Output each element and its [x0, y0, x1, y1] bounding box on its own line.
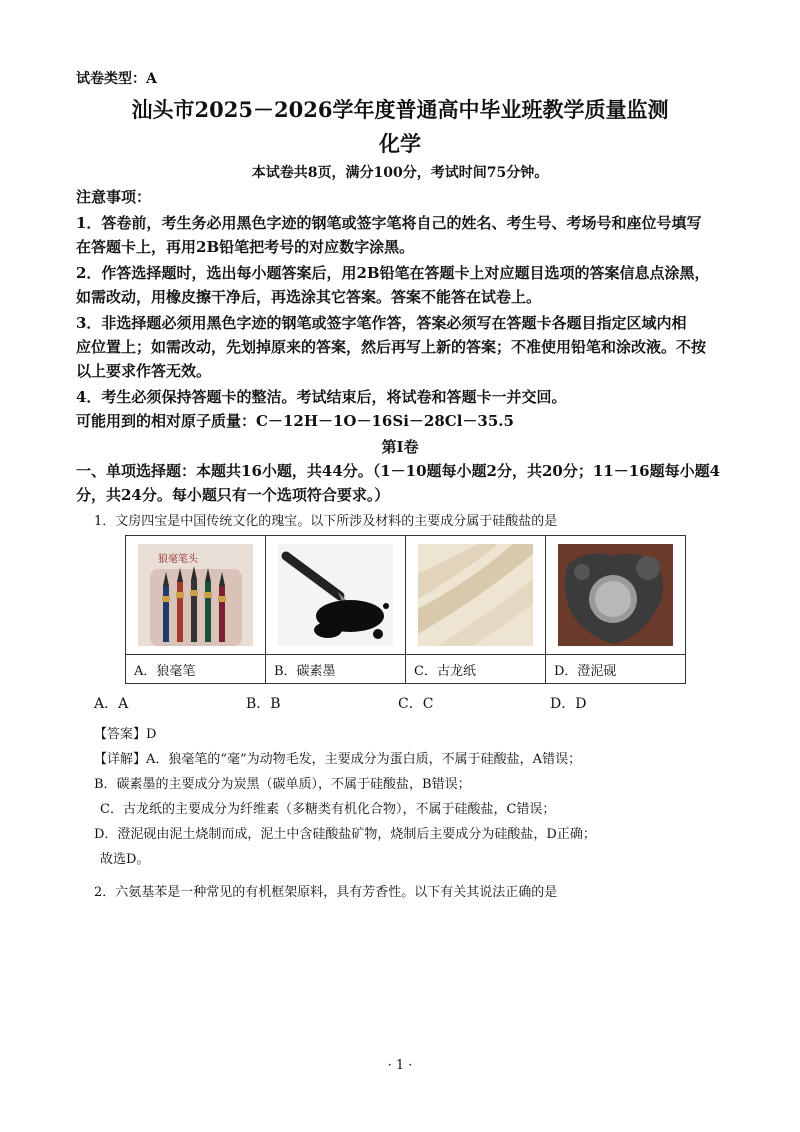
q2-stem: 2．六氨基苯是一种常见的有机框架原料，具有芳香性。以下有关其说法正确的是: [94, 885, 558, 900]
q1-image-cell-b: [266, 536, 406, 655]
section-1-line-1: 一、单项选择题：本题共16小题，共44分。（1－10题每小题2分，共20分；11－16题每小题4: [76, 462, 721, 480]
brush-label: 狼毫笔头: [158, 554, 198, 565]
brush-drawing: [138, 544, 253, 646]
paper-type: 试卷类型：A: [76, 71, 157, 87]
ink-drawing: [278, 544, 393, 646]
paper-image: [418, 544, 533, 646]
note-line-8: 4．考生必须保持答题卡的整洁。考试结束后，将试卷和答题卡一并交回。: [76, 388, 567, 406]
atomic-mass: 可能用到的相对原子质量：C－12H－1O－16Si－28Cl－35.5: [76, 412, 514, 430]
note-line-1: 1．答卷前，考生务必用黑色字迹的钢笔或签字笔将自己的姓名、考生号、考场号和座位号填写: [76, 214, 702, 232]
caption-a: A．狼毫笔: [126, 655, 266, 684]
q1-stem: 1．文房四宝是中国传统文化的瑰宝。以下所涉及材料的主要成分属于硅酸盐的是: [94, 514, 558, 529]
q1-explanation-5: 故选D。: [100, 852, 150, 867]
q1-option-d: D．D: [550, 696, 587, 712]
q1-image-table: [125, 535, 686, 684]
paper-drawing: [418, 544, 533, 646]
brush-image: [138, 544, 253, 646]
q1-explanation-3: C．古龙纸的主要成分为纤维素（多糖类有机化合物），不属于硅酸盐，C错误；: [100, 802, 556, 817]
caption-d: D．澄泥砚: [546, 655, 686, 684]
q1-option-a: A．A: [94, 696, 129, 712]
q1-image-cell-c: [406, 536, 546, 655]
q1-image-cell-a: [126, 536, 266, 655]
q1-option-c: C．C: [398, 696, 434, 712]
note-line-3: 2．作答选择题时，选出每小题答案后，用2B铅笔在答题卡上对应题目选项的答案信息点涂黑，: [76, 264, 710, 282]
subject-title: 化学: [379, 131, 421, 156]
q1-explanation-4: D．澄泥砚由泥土烧制而成，泥土中含硅酸盐矿物，烧制后主要成分为硅酸盐，D正确；: [94, 827, 596, 842]
note-line-4: 如需改动，用橡皮擦干净后，再选涂其它答案。答案不能答在试卷上。: [76, 288, 542, 306]
q1-image-cell-d: [546, 536, 686, 655]
page-title: 汕头市2025－2026学年度普通高中毕业班教学质量监测: [131, 97, 669, 122]
q1-explanation-2: B．碳素墨的主要成分为炭黑（碳单质），不属于硅酸盐，B错误；: [94, 777, 471, 792]
caption-b: B．碳素墨: [266, 655, 406, 684]
ink-image: [278, 544, 393, 646]
note-line-2: 在答题卡上，再用2B铅笔把考号的对应数字涂黑。: [76, 238, 415, 256]
note-line-6: 应位置上；如需改动，先划掉原来的答案，然后再写上新的答案；不准使用铅笔和涂改液。不按: [76, 338, 707, 356]
paper-info: 本试卷共8页，满分100分，考试时间75分钟。: [251, 165, 549, 181]
section-1-line-2: 分，共24分。每小题只有一个选项符合要求。）: [76, 486, 390, 504]
volume-title: 第Ⅰ卷: [381, 438, 419, 456]
inkstone-drawing: [558, 544, 673, 646]
notes-heading: 注意事项：: [76, 188, 152, 206]
note-line-7: 以上要求作答无效。: [76, 362, 212, 380]
q1-option-b: B．B: [246, 696, 281, 712]
q1-answer: 【答案】D: [94, 727, 157, 742]
inkstone-image: [558, 544, 673, 646]
note-line-5: 3．非选择题必须用黑色字迹的钢笔或签字笔作答，答案必须写在答题卡各题目指定区域内相: [76, 314, 687, 332]
caption-c: C．古龙纸: [406, 655, 546, 684]
page-number: · 1 ·: [387, 1058, 413, 1073]
q1-explanation-1: 【详解】A．狼毫笔的“毫”为动物毛发，主要成分为蛋白质，不属于硅酸盐，A错误；: [94, 752, 582, 767]
